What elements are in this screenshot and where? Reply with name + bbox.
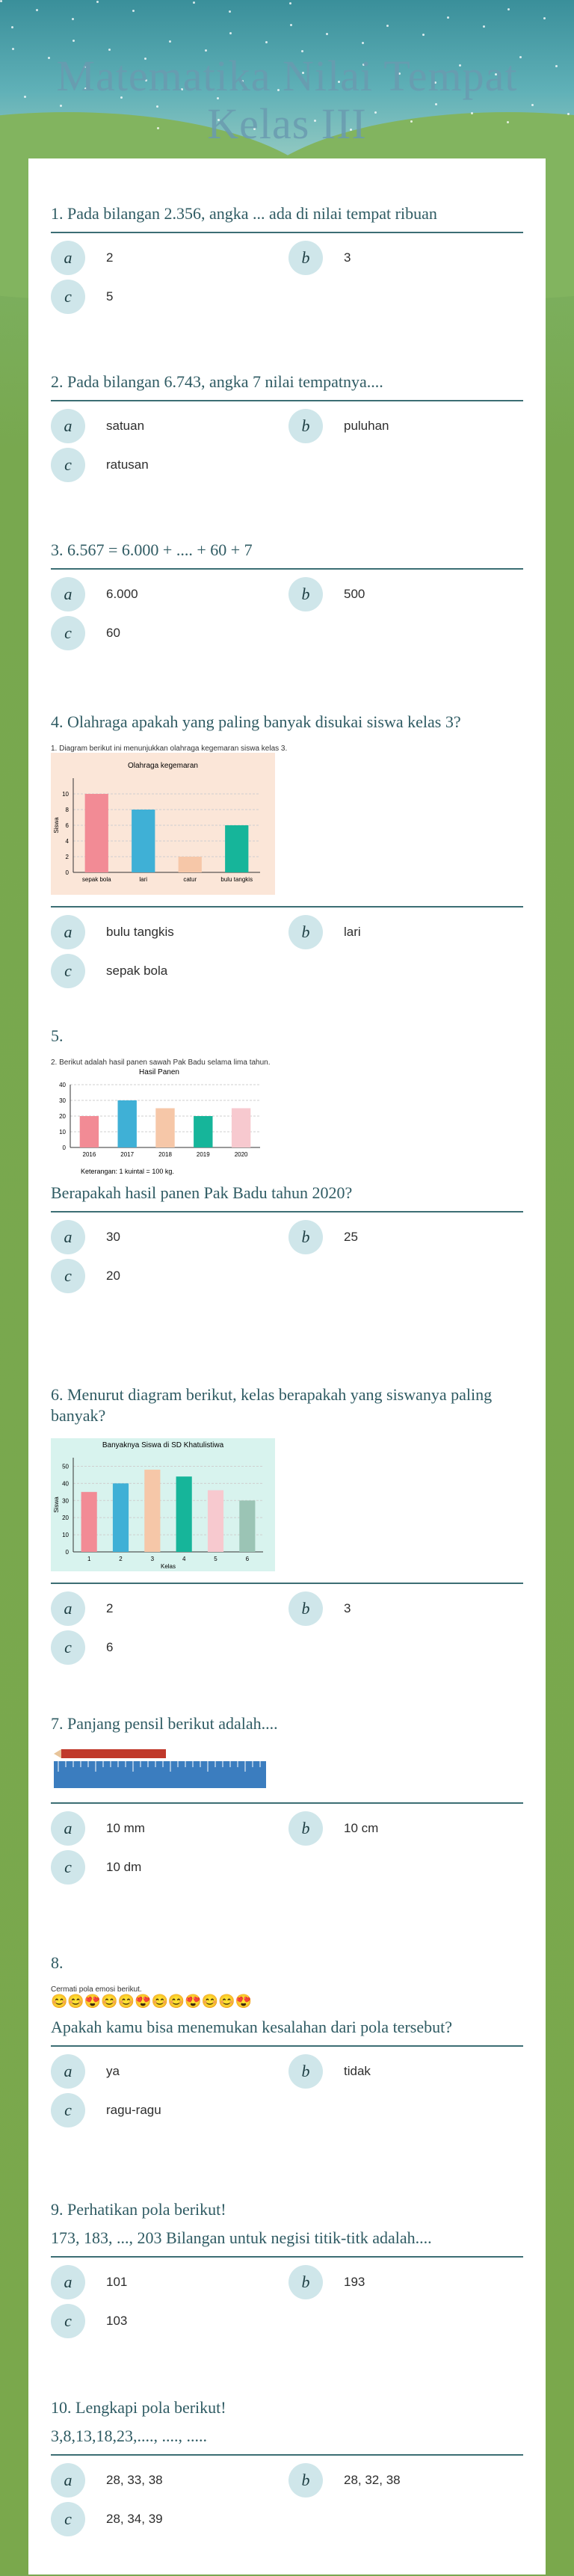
y-tick-label: 10 (62, 1532, 69, 1539)
snowflake (422, 34, 425, 36)
x-tick-label: 2016 (82, 1151, 96, 1158)
question-figure (51, 745, 523, 899)
y-axis-label: Siswa (53, 1497, 60, 1513)
option-badge: b (288, 915, 323, 949)
option-c[interactable] (51, 616, 120, 650)
option-badge: b (288, 409, 323, 443)
snowflake (447, 16, 449, 19)
page-title: Matematika Nilai Tempat Kelas III (56, 52, 518, 148)
option-badge: c (51, 954, 85, 988)
divider (51, 2045, 523, 2047)
chart-title: Banyaknya Siswa di SD Khatulistiwa (102, 1441, 224, 1449)
snowflake (543, 17, 546, 19)
option-a[interactable] (51, 2463, 163, 2498)
x-tick-label: sepak bola (81, 876, 111, 883)
question-subtext: 173, 183, ..., 203 Bilangan untuk negisi titik-titk adalah.... (51, 2228, 432, 2247)
question-4 (51, 712, 523, 997)
option-label: 10 dm (106, 1860, 142, 1874)
chart-title: Hasil Panen (139, 1068, 179, 1076)
question-9 (51, 2199, 523, 2347)
snowflake (386, 25, 389, 27)
snowflake (362, 42, 364, 44)
x-tick-label: 6 (245, 1556, 250, 1562)
option-badge: c (51, 616, 85, 650)
x-tick-label: 4 (182, 1556, 186, 1562)
option-b[interactable] (288, 1811, 378, 1846)
question-subtext: Berapakah hasil panen Pak Badu tahun 2020? (51, 1183, 353, 1202)
ruler-pencil-image (51, 1746, 268, 1791)
options (51, 1220, 523, 1302)
x-tick-label: 5 (214, 1556, 217, 1562)
bar (239, 1500, 255, 1552)
options (51, 1591, 523, 1674)
x-tick-label: 2020 (234, 1151, 248, 1158)
y-tick-label: 20 (59, 1113, 66, 1120)
question-10 (51, 2397, 523, 2545)
option-label: 20 (106, 1269, 120, 1283)
snowflake (36, 9, 38, 11)
option-badge: c (51, 1630, 85, 1665)
snowflake (193, 1, 195, 4)
option-badge: a (51, 1591, 85, 1626)
snowflake (326, 33, 328, 35)
question-6 (51, 1384, 523, 1674)
snowflake (507, 8, 510, 10)
option-b[interactable] (288, 2054, 371, 2089)
question-text: 7. Panjang pensil berikut adalah.... (51, 1714, 278, 1733)
question-1 (51, 203, 523, 323)
question-text: 3. 6.567 = 6.000 + .... + 60 + 7 (51, 540, 253, 559)
option-label: 5 (106, 289, 114, 303)
option-label: 10 mm (106, 1821, 145, 1835)
options (51, 577, 523, 659)
question-text: 10. Lengkapi pola berikut! (51, 2398, 226, 2417)
option-a[interactable] (51, 1811, 145, 1846)
option-label: ratusan (106, 457, 149, 472)
options (51, 409, 523, 491)
question-7 (51, 1713, 523, 1894)
option-b[interactable] (288, 409, 389, 443)
divider (51, 2454, 523, 2456)
option-badge: c (51, 2502, 85, 2536)
option-c[interactable] (51, 1259, 120, 1293)
x-tick-label: 1 (87, 1556, 91, 1562)
option-a[interactable] (51, 1220, 120, 1254)
x-axis-label: Kelas (160, 1563, 176, 1570)
option-label: 6.000 (106, 587, 138, 601)
bar (208, 1491, 223, 1552)
option-badge: a (51, 577, 85, 611)
y-tick-label: 6 (65, 822, 69, 829)
harvest-chart (51, 1067, 268, 1164)
bar (132, 810, 155, 872)
y-tick-label: 4 (65, 838, 69, 845)
option-label: satuan (106, 419, 145, 433)
x-tick-label: 3 (150, 1556, 155, 1562)
question-figure (51, 1746, 523, 1795)
y-tick-label: 30 (59, 1097, 66, 1104)
question-figure (51, 1985, 523, 2009)
option-label: sepak bola (106, 964, 168, 978)
y-tick-label: 10 (59, 1129, 66, 1136)
option-label: 60 (106, 626, 120, 640)
snowflake (229, 32, 232, 34)
options (51, 2265, 523, 2347)
question-2 (51, 372, 523, 491)
figure-caption: 1. Diagram berikut ini menunjukkan olahraga kegemaran siswa kelas 3. (51, 745, 288, 753)
snowflake (290, 24, 292, 26)
bar (81, 1492, 97, 1552)
option-badge: c (51, 448, 85, 482)
option-label: 101 (106, 2275, 128, 2289)
option-label: 28, 33, 38 (106, 2473, 163, 2487)
y-tick-label: 40 (62, 1480, 69, 1488)
divider (51, 1211, 523, 1212)
option-a[interactable] (51, 1591, 113, 1626)
option-badge: a (51, 1811, 85, 1846)
question-text: 9. Perhatikan pola berikut! (51, 2200, 226, 2219)
figure-note: Keterangan: 1 kuintal = 100 kg. (81, 1168, 174, 1175)
snowflake (229, 10, 231, 13)
y-tick-label: 8 (65, 807, 69, 813)
option-c[interactable] (51, 2304, 127, 2338)
y-tick-label: 40 (59, 1082, 66, 1088)
divider (51, 568, 523, 570)
divider (51, 1802, 523, 1804)
option-badge: c (51, 1259, 85, 1293)
option-badge: b (288, 241, 323, 275)
option-b[interactable] (288, 915, 361, 949)
option-badge: a (51, 1220, 85, 1254)
option-label: ya (106, 2064, 120, 2078)
option-label: 6 (106, 1640, 114, 1654)
snowflake (265, 41, 268, 43)
x-tick-label: 2019 (196, 1151, 210, 1158)
option-label: 3 (344, 1601, 351, 1615)
snowflake (96, 1, 99, 3)
y-tick-label: 20 (62, 1515, 69, 1522)
option-badge: a (51, 2463, 85, 2498)
option-badge: a (51, 409, 85, 443)
divider (51, 906, 523, 908)
option-label: 500 (344, 587, 365, 601)
y-tick-label: 0 (62, 1144, 66, 1151)
option-label: 103 (106, 2314, 128, 2328)
question-text: 2. Pada bilangan 6.743, angka 7 nilai tempatnya.... (51, 372, 383, 391)
option-b[interactable] (288, 577, 365, 611)
question-text: 6. Menurut diagram berikut, kelas berapakah yang siswanya paling banyak? (51, 1385, 493, 1425)
option-label: 30 (106, 1230, 120, 1244)
option-label: bulu tangkis (106, 925, 174, 939)
option-label: ragu-ragu (106, 2103, 161, 2117)
option-badge: c (51, 2093, 85, 2127)
divider (51, 2256, 523, 2258)
option-badge: c (51, 1850, 85, 1885)
option-c[interactable] (51, 2093, 161, 2127)
option-c[interactable] (51, 2502, 163, 2536)
question-5 (51, 1026, 523, 1302)
bar (194, 1116, 212, 1147)
question-text: 5. (51, 1026, 64, 1045)
snowflake (0, 0, 2, 2)
y-axis-label: Siswa (53, 817, 60, 833)
option-b[interactable] (288, 1591, 351, 1626)
option-a[interactable] (51, 241, 113, 275)
question-text: 1. Pada bilangan 2.356, angka ... ada di nilai tempat ribuan (51, 204, 437, 223)
option-label: 10 cm (344, 1821, 379, 1835)
option-a[interactable] (51, 577, 138, 611)
question-8 (51, 1953, 523, 2136)
divider (51, 1583, 523, 1584)
question-figure (51, 1438, 523, 1575)
snowflake (132, 10, 135, 12)
bar (118, 1100, 137, 1147)
bar (85, 794, 108, 872)
options (51, 2463, 523, 2545)
emoji-pattern: 😊😊😍😊😊😍😊😊😍😊😊😍 (51, 1994, 252, 2009)
snowflake (11, 26, 13, 28)
options (51, 2054, 523, 2136)
bar (80, 1116, 99, 1147)
option-c[interactable] (51, 954, 167, 988)
bar (144, 1470, 160, 1552)
option-badge: b (288, 1220, 323, 1254)
option-a[interactable] (51, 915, 174, 949)
option-badge: a (51, 241, 85, 275)
bar (225, 825, 248, 872)
snowflake (289, 2, 291, 4)
x-tick-label: catur (183, 876, 197, 883)
y-tick-label: 0 (65, 869, 69, 876)
students-chart (51, 1438, 275, 1571)
option-b[interactable] (288, 1220, 358, 1254)
x-tick-label: 2018 (158, 1151, 172, 1158)
snowflake (483, 25, 485, 28)
bar (176, 1476, 192, 1552)
divider (51, 400, 523, 401)
option-badge: b (288, 2265, 323, 2299)
option-c[interactable] (51, 1850, 141, 1885)
option-badge: c (51, 2304, 85, 2338)
options (51, 1811, 523, 1894)
option-badge: b (288, 1591, 323, 1626)
option-badge: b (288, 2463, 323, 2498)
option-label: 3 (344, 250, 351, 265)
chart-title: Olahraga kegemaran (128, 762, 198, 770)
option-badge: b (288, 2054, 323, 2089)
question-subtext: Apakah kamu bisa menemukan kesalahan dari pola tersebut? (51, 2018, 452, 2036)
option-badge: b (288, 1811, 323, 1846)
figure-caption: Cermati pola emosi berikut. (51, 1985, 142, 1994)
option-label: 25 (344, 1230, 358, 1244)
question-3 (51, 540, 523, 659)
y-tick-label: 0 (65, 1549, 69, 1556)
x-tick-label: 2 (119, 1556, 123, 1562)
y-tick-label: 2 (65, 854, 69, 860)
option-label: puluhan (344, 419, 389, 433)
quiz-card (28, 158, 546, 2575)
question-text: 4. Olahraga apakah yang paling banyak disukai siswa kelas 3? (51, 712, 461, 731)
snowflake (72, 18, 74, 20)
x-tick-label: 2017 (120, 1151, 135, 1158)
option-badge: a (51, 915, 85, 949)
question-figure (51, 1059, 523, 1175)
bar (113, 1483, 129, 1552)
option-b[interactable] (288, 2463, 401, 2498)
option-b[interactable] (288, 241, 351, 275)
option-label: 2 (106, 250, 114, 265)
x-tick-label: lari (139, 876, 148, 883)
bar (179, 857, 202, 872)
option-label: 193 (344, 2275, 365, 2289)
option-c[interactable] (51, 280, 113, 314)
option-c[interactable] (51, 1630, 113, 1665)
option-badge: c (51, 280, 85, 314)
option-label: 28, 32, 38 (344, 2473, 401, 2487)
sports-chart (51, 753, 275, 895)
figure-caption: 2. Berikut adalah hasil panen sawah Pak Badu selama lima tahun. (51, 1059, 271, 1067)
snowflake (108, 49, 111, 51)
option-label: tidak (344, 2064, 371, 2078)
y-tick-label: 50 (62, 1463, 69, 1470)
question-subtext: 3,8,13,18,23,...., ...., ..... (51, 2426, 207, 2445)
bar (232, 1109, 250, 1148)
option-badge: a (51, 2054, 85, 2089)
question-text: 8. (51, 1953, 64, 1972)
x-tick-label: bulu tangkis (220, 876, 253, 883)
option-label: lari (344, 925, 361, 939)
option-a[interactable] (51, 2265, 127, 2299)
y-tick-label: 10 (62, 791, 69, 798)
option-label: 28, 34, 39 (106, 2512, 163, 2526)
options (51, 915, 523, 997)
option-a[interactable] (51, 409, 144, 443)
option-badge: b (288, 577, 323, 611)
snowflake (72, 40, 75, 42)
y-tick-label: 30 (62, 1497, 69, 1505)
options (51, 241, 523, 323)
option-b[interactable] (288, 2265, 365, 2299)
option-c[interactable] (51, 448, 149, 482)
divider (51, 232, 523, 233)
option-label: 2 (106, 1601, 114, 1615)
bar (155, 1109, 174, 1148)
option-badge: a (51, 2265, 85, 2299)
option-a[interactable] (51, 2054, 120, 2089)
snowflake (12, 48, 14, 50)
snowflake (169, 40, 171, 43)
